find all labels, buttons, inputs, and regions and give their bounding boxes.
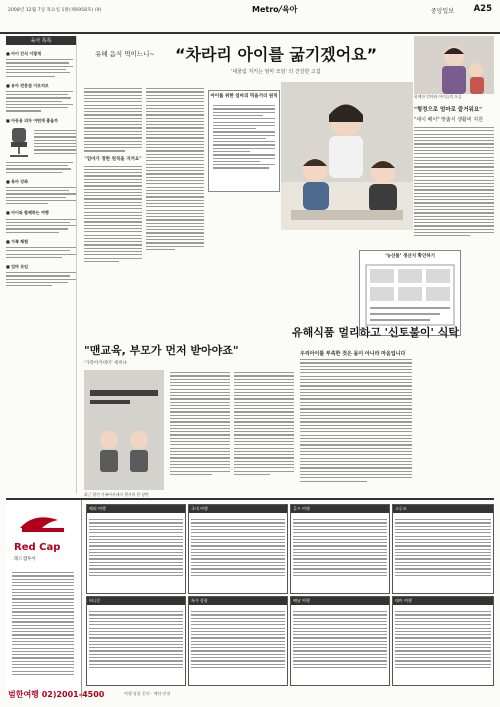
lower-feature <box>300 350 412 484</box>
produce-box-title: ‘농산물’ 생산지 확인하기 <box>384 254 436 259</box>
headline-kicker: 유해 음식 먹이느니~ <box>95 50 155 58</box>
ad-block[interactable] <box>86 504 186 594</box>
ad-block-title: 크루즈 <box>393 505 493 513</box>
redcap-logo <box>14 510 72 542</box>
ad-block[interactable] <box>290 504 390 594</box>
lower-photo <box>84 370 164 490</box>
article-column-2 <box>146 86 204 252</box>
paper-name: 중앙일보 <box>430 8 454 15</box>
ad-phone[interactable]: 범한여행 02)2001-4500 <box>8 690 105 699</box>
left-item-title: ■ 아이 간식 이렇게 <box>6 51 42 56</box>
ad-block[interactable] <box>188 504 288 594</box>
right-headline: "형정으로 엄마로 즐거워요" <box>414 107 483 113</box>
left-item-title: ■ 육아 강좌 <box>6 178 29 184</box>
quote2-subhead: 유해식품 멀리하고 '신토불이' 식탁 <box>292 326 459 339</box>
ad-section <box>6 498 494 700</box>
lower-photo-caption: 최근 열린 가족아카데미 행사의 한 장면 <box>84 492 149 497</box>
right-photo <box>414 36 494 94</box>
ad-block-title: 골프 여행 <box>291 505 389 513</box>
article-column-1 <box>84 86 142 264</box>
left-item-body <box>6 59 76 77</box>
right-subhead: "세이 베이" 맞춤식 생활비 지원 <box>414 117 483 123</box>
lower-col-2 <box>234 370 294 477</box>
redcap-ad[interactable] <box>6 500 82 698</box>
ad-block-title: 국내 여행 <box>189 505 287 513</box>
ad-block-title: 테마 여행 <box>393 597 493 605</box>
redcap-brand-sub: 레드캡투어 <box>14 557 36 562</box>
ad-block-title: 해외 여행 <box>87 505 185 513</box>
ad-block-title: 배낭 여행 <box>291 597 389 605</box>
section-brand: Metro <box>252 5 279 14</box>
ad-block-title: 허니문 <box>87 597 185 605</box>
section-label: Metro/육아 <box>252 5 298 15</box>
ad-block[interactable] <box>392 596 494 686</box>
article-subhead: "엄마가 정한 원칙을 지켜요" <box>84 156 142 162</box>
left-item-title: ■ 아동용 의자 어떤게 좋을까 <box>6 117 58 123</box>
ad-block[interactable] <box>392 504 494 594</box>
left-item-body <box>6 91 76 112</box>
tips-box-title: 아이를 위한 엄마의 먹을거리 원칙 <box>210 94 278 99</box>
tips-box <box>208 90 280 192</box>
redcap-brand: Red Cap <box>14 542 61 553</box>
ad-block[interactable] <box>86 596 186 686</box>
lower-subhead: '가족아카데미' 세미나 <box>84 361 128 366</box>
ad-footer-text: 여행 상품 문의 · 예약 안내 <box>124 691 171 696</box>
left-item-title: ■ 유아 전문점 이모저모 <box>6 82 49 88</box>
ad-block-title: 특가 상품 <box>189 597 287 605</box>
lower-headline: "맨교육, 부모가 먼저 받아야죠" <box>84 344 239 357</box>
lower-feature-title: 우리아이를 부족한 것은 몸이 아니라 마음입니다 <box>300 351 406 357</box>
main-headline-area <box>83 34 413 78</box>
issue-date: 2008년 12월 7일 목요일 1판(제6958호) (9) <box>8 8 102 13</box>
left-item-title: ■ 가족 체험 <box>6 238 29 244</box>
left-news-column <box>6 36 77 494</box>
right-photo-caption: 함께한 엄마와 아이들의 모습 <box>414 94 462 99</box>
ad-footer <box>6 688 494 700</box>
chair-image <box>6 126 32 160</box>
section-sub: 육아 <box>281 5 298 14</box>
right-feature <box>414 36 494 239</box>
main-headline: “차라리 아이를 굶기겠어요” <box>175 45 378 64</box>
left-box-title: 육아 톡톡 <box>6 36 76 45</box>
family-photo <box>281 82 413 230</box>
left-item-title: ■ 아이와 함께하는 여행 <box>6 210 49 216</box>
ad-block[interactable] <box>188 596 288 686</box>
page-number: A25 <box>473 4 492 14</box>
ad-block[interactable] <box>290 596 390 686</box>
page-header <box>0 0 500 34</box>
lower-col-1 <box>170 370 230 477</box>
left-item-title: ■ 엄마 모임 <box>6 264 29 269</box>
headline-subtitle: '대물림 지키는 엄마 모임' 의 건강한 고집 <box>231 69 321 75</box>
